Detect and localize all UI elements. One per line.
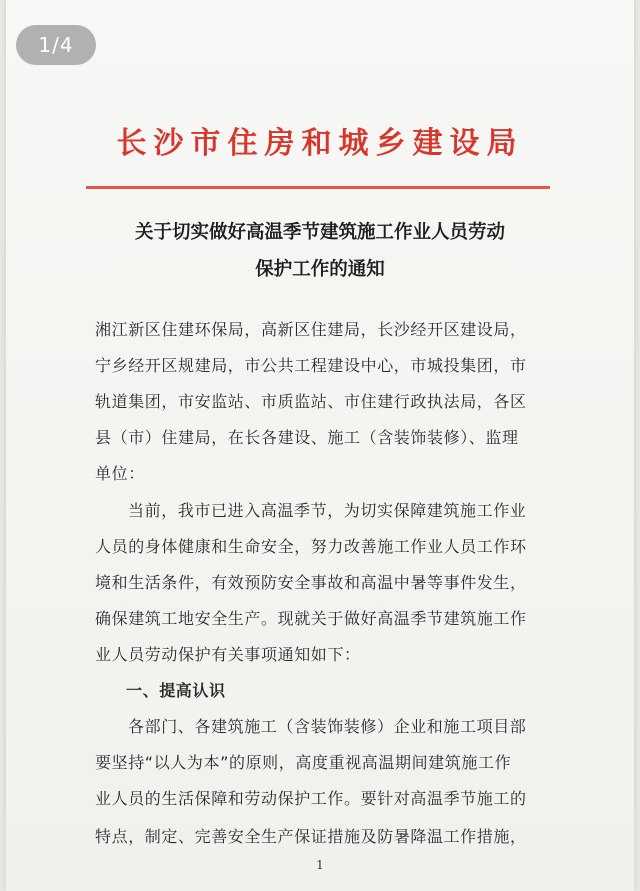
body-text-line: 单位： bbox=[95, 464, 145, 483]
page-number: 1 bbox=[316, 858, 324, 872]
agency-letterhead: 长沙市住房和城乡建设局 bbox=[116, 126, 524, 161]
body-text-line: 要坚持“以人为本”的原则，高度重视高温期间建筑施工作 bbox=[95, 753, 512, 772]
body-text-line: 各部门、各建筑施工（含装饰装修）企业和施工项目部 bbox=[128, 717, 527, 736]
document-title-line: 关于切实做好高温季节建筑施工作业人员劳动 bbox=[134, 222, 505, 243]
section-heading: 一、提高认识 bbox=[126, 681, 226, 700]
body-text-line: 境和生活条件，有效预防安全事故和高温中暑等事件发生， bbox=[95, 573, 527, 592]
body-text-line: 特点，制定、完善安全生产保证措施及防暑降温工作措施， bbox=[95, 827, 527, 846]
document-title-line: 保护工作的通知 bbox=[255, 259, 385, 280]
body-text-line: 当前，我市已进入高温季节，为切实保障建筑施工作业 bbox=[128, 501, 527, 520]
letterhead-divider bbox=[86, 186, 550, 189]
body-text-line: 湘江新区住建环保局，高新区住建局，长沙经开区建设局， bbox=[95, 320, 527, 339]
body-text-line: 确保建筑工地安全生产。现就关于做好高温季节建筑施工作 bbox=[95, 609, 527, 628]
body-text-line: 人员的身体健康和生命安全，努力改善施工作业人员工作环 bbox=[95, 537, 527, 556]
page-indicator-badge: 1/4 bbox=[16, 25, 96, 65]
body-text-line: 宁乡经开区规建局，市公共工程建设中心，市城投集团，市 bbox=[95, 356, 527, 375]
body-text-line: 县（市）住建局，在长各建设、施工（含装饰装修）、监理 bbox=[95, 428, 519, 447]
body-text-line: 业人员劳动保护有关事项通知如下： bbox=[95, 645, 361, 664]
body-text-line: 轨道集团，市安监站、市质监站、市住建行政执法局，各区 bbox=[95, 392, 527, 411]
body-text-line: 业人员的生活保障和劳动保护工作。要针对高温季节施工的 bbox=[95, 789, 527, 808]
